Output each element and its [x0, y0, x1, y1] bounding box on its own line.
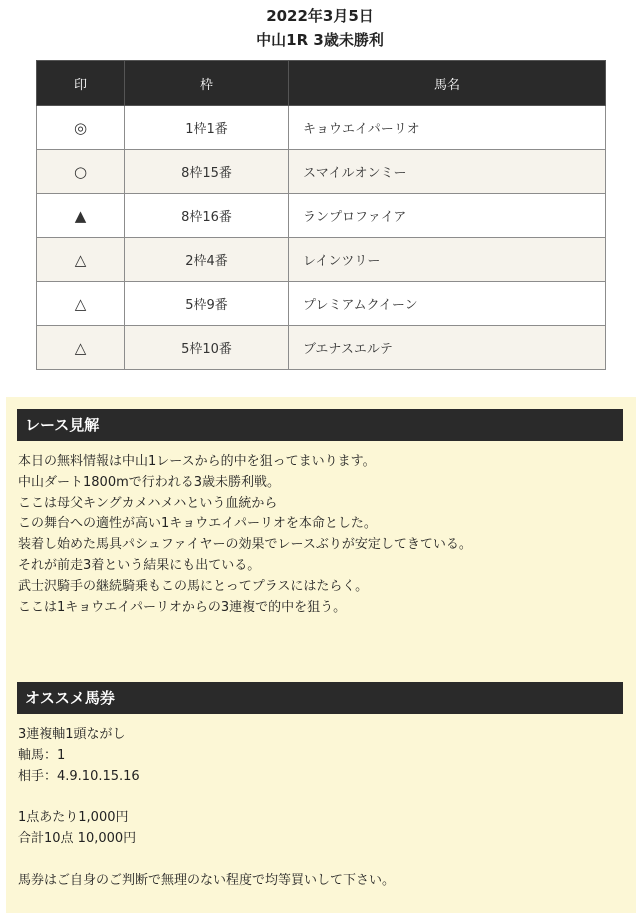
column-header-waku: 枠: [125, 61, 289, 106]
analysis-line: 中山ダート1800mで行われる3歳未勝利戦。: [18, 474, 281, 490]
bet-type: 3連複軸1頭ながし: [18, 727, 126, 742]
horse-name-cell: キョウエイパーリオ: [289, 106, 606, 150]
waku-cell: 5枠9番: [125, 282, 289, 326]
total-amount: 合計10点 10,000円: [18, 830, 137, 846]
axis-horse: 軸馬：1: [18, 747, 66, 763]
mark-cell: ▲: [37, 194, 125, 238]
waku-cell: 1枠1番: [125, 106, 289, 150]
mark-cell: △: [37, 326, 125, 370]
table-row: [37, 326, 606, 370]
horse-name-cell: ランプロファイア: [289, 194, 606, 238]
recommend-text: [18, 725, 624, 891]
analysis-text: [18, 452, 624, 618]
spacer: [18, 787, 624, 808]
analysis-line: 武士沢騎手の継続騎乗もこの馬にとってプラスにはたらく。: [18, 578, 369, 594]
mark-cell: △: [37, 238, 125, 282]
horse-name-cell: プレミアムクイーン: [289, 282, 606, 326]
table-header-row: [37, 61, 606, 106]
analysis-line: それが前走3着という結果にも出ている。: [18, 557, 261, 573]
table-row: [37, 282, 606, 326]
table-row: [37, 238, 606, 282]
waku-cell: 8枠15番: [125, 150, 289, 194]
analysis-line: 本日の無料情報は中山1レースから的中を狙ってまいります。: [18, 454, 376, 469]
horse-name-cell: スマイルオンミー: [289, 150, 606, 194]
mark-cell: ○: [37, 150, 125, 194]
table-row: [37, 150, 606, 194]
per-point-amount: 1点あたり1,000円: [18, 810, 129, 826]
column-header-horse-name: 馬名: [289, 61, 606, 106]
table-row: [37, 106, 606, 150]
analysis-line: ここは1キョウエイパーリオからの3連複で的中を狙う。: [18, 599, 347, 615]
waku-cell: 5枠10番: [125, 326, 289, 370]
partner-horses: 相手：4.9.10.15.16: [18, 768, 140, 784]
picks-table-wrapper: [36, 60, 605, 370]
race-name: 中山1R 3歳未勝利: [256, 31, 384, 49]
page-title: [0, 4, 640, 52]
analysis-heading: レース見解: [17, 409, 623, 441]
analysis-line: ここは母父キングカメハメハという血統から: [18, 495, 278, 511]
race-date: 2022年3月5日: [266, 7, 374, 25]
analysis-line: この舞台への適性が高い1キョウエイパーリオを本命とした。: [18, 516, 377, 532]
waku-cell: 8枠16番: [125, 194, 289, 238]
horse-name-cell: レインツリー: [289, 238, 606, 282]
table-row: [37, 194, 606, 238]
betting-note: 馬券はご自身のご判断で無理のない程度で均等買いして下さい。: [18, 872, 396, 888]
picks-table: [36, 60, 606, 370]
horse-name-cell: ブエナスエルテ: [289, 326, 606, 370]
spacer: [18, 850, 624, 871]
mark-cell: △: [37, 282, 125, 326]
analysis-line: 装着し始めた馬具パシュファイヤーの効果でレースぶりが安定してきている。: [18, 537, 472, 553]
waku-cell: 2枠4番: [125, 238, 289, 282]
info-panel: [6, 397, 636, 913]
recommend-heading: オススメ馬券: [17, 682, 623, 714]
column-header-mark: 印: [37, 61, 125, 106]
mark-cell: ◎: [37, 106, 125, 150]
